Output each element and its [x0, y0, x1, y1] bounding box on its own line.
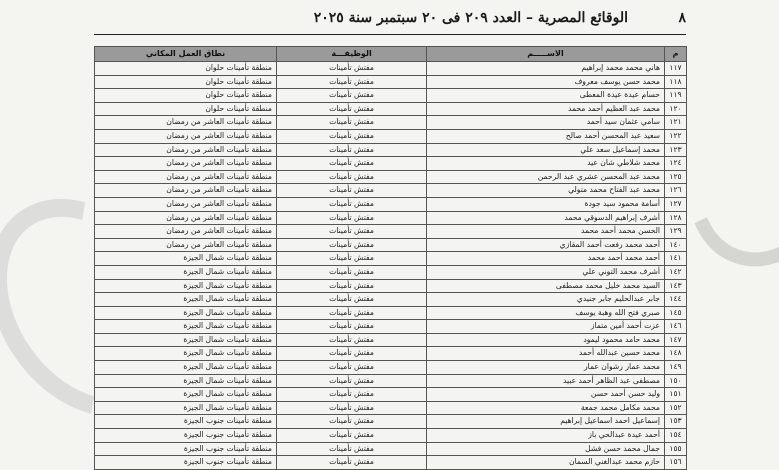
row-name: حازم محمد عبدالغني السمان [427, 456, 665, 470]
col-header-name: الاســـــم [427, 47, 665, 62]
table-row [95, 320, 687, 334]
row-job: مفتش تأمينات [277, 293, 427, 307]
row-name: عزت أحمد أمين متماز [427, 320, 665, 334]
row-number: ١٢٨ [665, 211, 687, 225]
row-job: مفتش تأمينات [277, 442, 427, 456]
row-job: مفتش تأمينات [277, 361, 427, 375]
row-number: ١٥٢ [665, 401, 687, 415]
table-row [95, 197, 687, 211]
row-name: محمد عبد المحسن عشري عبد الرحمن [427, 170, 665, 184]
row-job: مفتش تأمينات [277, 225, 427, 239]
table-row [95, 252, 687, 266]
row-number: ١٢١ [665, 116, 687, 130]
row-area: منطقة تأمينات شمال الجيزة [95, 293, 277, 307]
row-name: أشرف إبراهيم الدسوقي محمد [427, 211, 665, 225]
row-number: ١٢٣ [665, 143, 687, 157]
table-row [95, 129, 687, 143]
row-number: ١١٩ [665, 89, 687, 103]
row-name: سامي عثمان سيد أحمد [427, 116, 665, 130]
row-job: مفتش تأمينات [277, 347, 427, 361]
row-area: منطقة تأمينات العاشر من رمضان [95, 157, 277, 171]
row-number: ١٢٧ [665, 197, 687, 211]
table-row [95, 388, 687, 402]
row-number: ١٤٠ [665, 238, 687, 252]
row-number: ١٤٦ [665, 320, 687, 334]
row-name: أشرف محمد التوني علي [427, 265, 665, 279]
table-row [95, 279, 687, 293]
row-name: صبري فتح الله وهبة يوسف [427, 306, 665, 320]
row-number: ١٤٨ [665, 347, 687, 361]
row-area: منطقة تأمينات شمال الجيزة [95, 252, 277, 266]
row-name: هاني محمد محمد إبراهيم [427, 62, 665, 76]
row-job: مفتش تأمينات [277, 102, 427, 116]
table-row [95, 429, 687, 443]
row-job: مفتش تأمينات [277, 401, 427, 415]
row-job: مفتش تأمينات [277, 184, 427, 198]
page-number: ٨ [678, 10, 686, 26]
row-area: منطقة تأمينات العاشر من رمضان [95, 211, 277, 225]
col-header-number: م [665, 47, 687, 62]
row-name: الحسن محمد أحمد محمد [427, 225, 665, 239]
row-name: وليد حسن أحمد حسن [427, 388, 665, 402]
table-row [95, 415, 687, 429]
row-job: مفتش تأمينات [277, 333, 427, 347]
row-area: منطقة تأمينات شمال الجيزة [95, 347, 277, 361]
row-job: مفتش تأمينات [277, 143, 427, 157]
table-row [95, 143, 687, 157]
row-area: منطقة تأمينات حلوان [95, 102, 277, 116]
row-number: ١٢٩ [665, 225, 687, 239]
row-job: مفتش تأمينات [277, 456, 427, 470]
row-number: ١٤٥ [665, 306, 687, 320]
row-name: محمد مكامل محمد جمعة [427, 401, 665, 415]
row-area: منطقة تأمينات شمال الجيزة [95, 401, 277, 415]
table-row [95, 306, 687, 320]
row-number: ١٥٠ [665, 374, 687, 388]
row-area: منطقة تأمينات العاشر من رمضان [95, 238, 277, 252]
table-row [95, 102, 687, 116]
row-number: ١٥١ [665, 388, 687, 402]
row-number: ١٢٥ [665, 170, 687, 184]
row-name: سعيد عبد المحسن أحمد صالح [427, 129, 665, 143]
table-row [95, 333, 687, 347]
row-job: مفتش تأمينات [277, 306, 427, 320]
row-job: مفتش تأمينات [277, 265, 427, 279]
row-number: ١٥٦ [665, 456, 687, 470]
row-number: ١٤٧ [665, 333, 687, 347]
row-number: ١٤١ [665, 252, 687, 266]
table-row [95, 89, 687, 103]
row-number: ١٥٤ [665, 429, 687, 443]
row-number: ١٤٩ [665, 361, 687, 375]
row-area: منطقة تأمينات جنوب الجيزة [95, 429, 277, 443]
row-job: مفتش تأمينات [277, 62, 427, 76]
row-area: منطقة تأمينات العاشر من رمضان [95, 170, 277, 184]
row-job: مفتش تأمينات [277, 279, 427, 293]
table-row [95, 401, 687, 415]
row-number: ١١٧ [665, 62, 687, 76]
table-row [95, 442, 687, 456]
row-job: مفتش تأمينات [277, 429, 427, 443]
col-header-area: نطاق العمل المكاني [95, 47, 277, 62]
row-number: ١٢٤ [665, 157, 687, 171]
table-row [95, 184, 687, 198]
row-job: مفتش تأمينات [277, 197, 427, 211]
row-name: أحمد محمد أحمد محمد [427, 252, 665, 266]
row-job: مفتش تأمينات [277, 415, 427, 429]
row-area: منطقة تأمينات العاشر من رمضان [95, 184, 277, 198]
row-name: حسام عيدة عيدة المعطى [427, 89, 665, 103]
page-header [94, 6, 686, 32]
row-area: منطقة تأمينات العاشر من رمضان [95, 197, 277, 211]
employees-table [94, 46, 687, 470]
row-job: مفتش تأمينات [277, 374, 427, 388]
row-job: مفتش تأمينات [277, 89, 427, 103]
row-area: منطقة تأمينات شمال الجيزة [95, 279, 277, 293]
table-row [95, 157, 687, 171]
col-header-job: الوظيفـــة [277, 47, 427, 62]
row-number: ١٤٣ [665, 279, 687, 293]
row-area: منطقة تأمينات شمال الجيزة [95, 333, 277, 347]
row-name: أسامة محمود سيد جودة [427, 197, 665, 211]
row-job: مفتش تأمينات [277, 129, 427, 143]
row-job: مفتش تأمينات [277, 238, 427, 252]
table-row [95, 361, 687, 375]
row-name: أحمد محمد رفعت أحمد المقازي [427, 238, 665, 252]
row-area: منطقة تأمينات جنوب الجيزة [95, 442, 277, 456]
table-row [95, 62, 687, 76]
row-name: مصطفى عبد الظاهر أحمد عبيد [427, 374, 665, 388]
table-row [95, 293, 687, 307]
row-number: ١١٨ [665, 75, 687, 89]
row-job: مفتش تأمينات [277, 157, 427, 171]
row-number: ١٤٤ [665, 293, 687, 307]
row-job: مفتش تأمينات [277, 75, 427, 89]
row-name: إسماعيل احمد اسماعيل إبراهيم [427, 415, 665, 429]
row-area: منطقة تأمينات شمال الجيزة [95, 374, 277, 388]
row-job: مفتش تأمينات [277, 116, 427, 130]
row-name: محمد عبد الفتاح محمد متولي [427, 184, 665, 198]
table-row [95, 238, 687, 252]
row-area: منطقة تأمينات العاشر من رمضان [95, 129, 277, 143]
row-job: مفتش تأمينات [277, 388, 427, 402]
row-area: منطقة تأمينات جنوب الجيزة [95, 456, 277, 470]
table-row [95, 211, 687, 225]
row-area: منطقة تأمينات جنوب الجيزة [95, 415, 277, 429]
row-job: مفتش تأمينات [277, 252, 427, 266]
row-area: منطقة تأمينات شمال الجيزة [95, 306, 277, 320]
row-number: ١٥٣ [665, 415, 687, 429]
row-area: منطقة تأمينات حلوان [95, 75, 277, 89]
row-name: السيد محمد خليل محمد مصطفى [427, 279, 665, 293]
row-name: محمد شلاطي شان عيد [427, 157, 665, 171]
table-row [95, 116, 687, 130]
row-job: مفتش تأمينات [277, 211, 427, 225]
row-name: أحمد عيدة عبدالحي باز [427, 429, 665, 443]
row-area: منطقة تأمينات شمال الجيزة [95, 265, 277, 279]
table-row [95, 170, 687, 184]
row-name: جابر عبدالحليم جابر جنيدي [427, 293, 665, 307]
table-row [95, 347, 687, 361]
row-number: ١٢٦ [665, 184, 687, 198]
row-number: ١٥٥ [665, 442, 687, 456]
row-name: محمد إسماعيل سعد علي [427, 143, 665, 157]
table-row [95, 225, 687, 239]
row-area: منطقة تأمينات العاشر من رمضان [95, 116, 277, 130]
row-name: محمد عبد العظيم أحمد محمد [427, 102, 665, 116]
row-name: جمال محمد حسن فشل [427, 442, 665, 456]
row-name: محمد حامد محمود ليمود [427, 333, 665, 347]
table-row [95, 456, 687, 470]
row-area: منطقة تأمينات شمال الجيزة [95, 361, 277, 375]
header-divider [94, 34, 686, 35]
row-area: منطقة تأمينات حلوان [95, 89, 277, 103]
row-area: منطقة تأمينات شمال الجيزة [95, 388, 277, 402]
row-job: مفتش تأمينات [277, 170, 427, 184]
row-area: منطقة تأمينات العاشر من رمضان [95, 143, 277, 157]
table-row [95, 265, 687, 279]
row-area: منطقة تأمينات العاشر من رمضان [95, 225, 277, 239]
row-job: مفتش تأمينات [277, 320, 427, 334]
row-number: ١٢٢ [665, 129, 687, 143]
row-number: ١٢٠ [665, 102, 687, 116]
row-name: محمد عمار رشوان عمار [427, 361, 665, 375]
row-area: منطقة تأمينات شمال الجيزة [95, 320, 277, 334]
row-name: محمد حسين عبدالله أحمد [427, 347, 665, 361]
row-area: منطقة تأمينات حلوان [95, 62, 277, 76]
page-title: الوقائع المصرية – العدد ٢٠٩ فى ٢٠ سبتمبر سنة ٢٠٢٥ [313, 10, 628, 26]
table-row [95, 374, 687, 388]
row-name: محمد حسن يوسف معروف [427, 75, 665, 89]
table-header-row [95, 47, 687, 62]
row-number: ١٤٢ [665, 265, 687, 279]
table-row [95, 75, 687, 89]
